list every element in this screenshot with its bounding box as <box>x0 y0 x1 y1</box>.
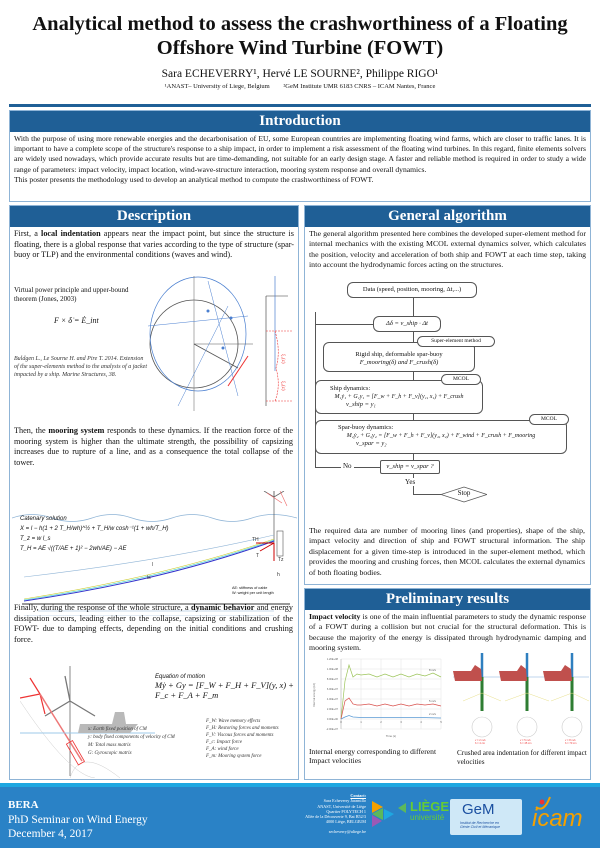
introduction-text: With the purpose of using more renewable energies and the decarbonisation of EU, some European countries are implementing floating wind farms, which are closer to traffic lanes. It is important to have a complete scope of the structure's response to a ship impact, in order to implement a risk assessment of the floating wind turbines. In this regard, finite elements solvers are widely used nowadays, which provide accurate results but are time-demanding, not suitable for an early design stage. A faster and reliable method is required in order to study a wide range of parameters: impact velocity, impact location, wind-wave-structure interaction, mooring system response and overall dynamics. This poster presents the methodology used to develop an analytical method to compute the crashworthiness of FOWT. <box>14 134 586 184</box>
footer <box>0 783 600 848</box>
svg-text:5 m/s: 5 m/s <box>429 699 436 703</box>
liege-university-logo: LIÈGE université <box>372 801 449 827</box>
description-paragraph-2: Then, the mooring system responds to these dynamics. If the reaction force of the mooring system is higher than the ultimate strength, the possibility of capsizing increases due to rupture of a line, and as a consequence the total collapse of the tower. <box>14 426 294 467</box>
description-paragraph-1: First, a local indentation appears near the impact point, but since the structure is floating, there is a global response that varies according to the type of structure (spar-buoy or TLP) and the environmental conditions (waves and wind). <box>14 229 294 260</box>
svg-text:8.00E+07: 8.00E+07 <box>326 678 338 681</box>
mcol-tag-spar: MCOL <box>529 414 569 425</box>
description-heading: Description <box>10 206 298 227</box>
results-heading: Preliminary results <box>305 589 590 610</box>
super-element-tag: Super-element method <box>417 336 495 347</box>
flow-data-box: Data (speed, position, mooring, Δt,...) <box>347 282 477 298</box>
description-panel <box>9 205 299 780</box>
svg-text:ls: ls <box>147 575 151 581</box>
algorithm-intro: The general algorithm presented here combines the developed super-element method for internal mechanics with the existing MCOL external dynamics solver, which calculates the position, velocity and acceleration of both ship and FOWT at each time step, taking into account the hydrodynamic forces acting on the structures. <box>309 229 586 270</box>
authors: Sara ECHEVERRY¹, Hervé LE SOURNE², Philippe RIGO¹ <box>161 68 439 80</box>
crush-caption: Crushed area indentation for different impact velocities <box>457 749 587 767</box>
flow-no-label: No <box>343 462 352 470</box>
svg-text:Internal energy (kJ): Internal energy (kJ) <box>312 682 316 708</box>
svg-text:T: T <box>256 553 260 559</box>
svg-text:1: 1 <box>360 720 362 724</box>
svg-text:Tz: Tz <box>278 557 284 563</box>
internal-energy-chart <box>309 653 447 741</box>
description-paragraph-3: Finally, during the response of the whole structure, a dynamic behavior and energy dissipation occurs, leading either to the collapse, capsizing or stabilization of the FOWT- due to damping effects, depending on the initial conditions and crushing force. <box>14 603 293 644</box>
svg-text:ξ₂(z): ξ₂(z) <box>280 381 285 391</box>
reference-citation: Buldgen L., Le Sourne H. and Pire T. 2014. Extension of the super-elements method to the analysis of a jacket impacted by a ship. Marine Structures, 38. <box>14 356 148 378</box>
vpp-equation: F × δ̇ = Ė_int <box>54 316 99 325</box>
eom-variables: x: Earth fixed position of CM y: body fixed components of velocity of CM M: Total mass matrix G: Gyroscopic matrix <box>88 727 175 756</box>
svg-text:h: h <box>277 572 280 578</box>
flow-ship-dynamics-box: Ship dynamics: M₁ẏ₁ + G₁y₁ = [F_w + F_h + F_v](y₁, x₁) + F_crush v_ship = y₁ <box>315 380 483 414</box>
svg-text:l: l <box>152 562 154 568</box>
flow-yes-label: Yes <box>405 478 416 486</box>
contact-block: Contact: Sara Echeverry Jaramillo ANAST, Université de Liège Quartier POLYTECH 1 Allée de la Découverte 9, Bat B52/3 4000 Liège, BELGIUM secheverry@uliege.be <box>240 793 366 834</box>
flow-decision-box: v_ship = v_spar ? <box>380 460 440 474</box>
eom-forces: F_W: Wave memory effects F_H: Restoring forces and moments F_V: Viscous forces and moments F_c: Impact force F_A: wind force F_m: Mooring system force <box>206 719 279 759</box>
svg-text:2: 2 <box>380 720 382 724</box>
contact-email[interactable]: secheverry@uliege.be <box>328 828 366 834</box>
flow-delta-box: Δδ = v_ship · Δt <box>373 316 441 332</box>
poster-title: Analytical method to assess the crashworthiness of a Floating Offshore Wind Turbine (FOWT) <box>32 13 568 59</box>
svg-text:3: 3 <box>400 720 402 724</box>
algorithm-outro: The required data are number of mooring lines (and properties), shape of the ship, impact velocity and direction of ship and FOWT structural information. The ship displacement for a given time-step is introduced in the super-element method, which provides the mooring and crushing forces, then MCOL calculates the external dynamics of both floating bodies. <box>309 526 585 577</box>
svg-text:ξ₁(z): ξ₁(z) <box>280 354 285 364</box>
gem-logo: GeM Institut de Recherche en Génie Civil et Mécanique <box>450 799 522 835</box>
footer-event: PhD Seminar on Wind Energy December 4, 2017 <box>8 814 148 840</box>
chart-caption: Internal energy corresponding to different Impact velocities <box>309 747 437 766</box>
flow-super-element-box: Rigid ship, deformable spar-buoy F_mooring(δ) and F_crush(δ) <box>323 342 475 372</box>
svg-text:TH: TH <box>252 537 259 543</box>
mcol-tag-ship: MCOL <box>441 374 481 385</box>
svg-text:5: 5 <box>440 720 442 724</box>
liege-logo-mark-icon <box>372 801 394 827</box>
indentation-diagram <box>148 276 298 411</box>
affiliations: ¹ANAST– University of Liege, Belgium ²GeM Institute UMR 6183 CNRS – ICAM Nantes, France <box>164 83 436 90</box>
svg-text:0.00E+00: 0.00E+00 <box>326 718 338 721</box>
introduction-heading: Introduction <box>10 111 590 132</box>
svg-text:6.00E+07: 6.00E+07 <box>326 688 338 691</box>
icam-logo: icam <box>532 795 583 833</box>
footer-org: BERA <box>8 799 39 811</box>
svg-text:Time (s): Time (s) <box>385 734 397 738</box>
svg-text:2 m/s: 2 m/s <box>429 712 436 716</box>
introduction-panel <box>9 110 591 202</box>
catenary-equations: Catenary solution X = l − h(1 + 2 T_H/wh)^½ + T_H/w cosh⁻¹(1 + wh/T_H) T_z = w l_s T_H = AE √((T/AE + 1)² − 2wh/AE) − AE <box>20 516 169 552</box>
results-panel: Preliminary results Impact velocity is one of the main influential parameters to study the dynamic response of a FOWT during a collision but not crucial for the structural deformation. This is because the majority of the energy is dissipated through hydrodynamic damping and mooring system. 1.20E+08 1.00E+08 8.00E+07 6.00E+07 4.00E+07 2.00E+07 0.00E+00 -2.00E+07 0 1 2 3 4 5 Time (s) Internal energy (kJ) 8 m/s 5 m/s 2 m/s v = 2 m/s δ = 4 cm v = 5 m/s δ = 45 cm v = 8 m/s δ = 70 cm Internal energy corresponding to different Impact velocities Crushed area indentation for different impact velocities <box>304 588 591 780</box>
liege-logo-arrow-icon <box>398 803 406 813</box>
svg-text:8 m/s: 8 m/s <box>429 668 436 672</box>
header-divider <box>9 104 591 107</box>
svg-text:0: 0 <box>340 720 342 724</box>
svg-text:1.00E+08: 1.00E+08 <box>326 668 338 671</box>
crushed-area-illustration <box>453 653 589 741</box>
vpp-block: Virtual power principle and upper-bound theorem (Jones, 2003) F × δ̇ = Ė_int Buldgen L., Le Sourne H. and Pire T. 2014. Extension of the super-elements method to the analysis of a jacket impacted by a ship. Marine Structures, 38. <box>14 286 148 378</box>
svg-text:-2.00E+07: -2.00E+07 <box>325 728 338 731</box>
flow-spar-dynamics-box: Spar-buoy dynamics: M₂ẏ₂ + G₂y₂ = [F_w + F_h + F_v](y₂, x₂) + F_wind + F_crush + F_mooring v_spar = y₂ <box>315 420 567 454</box>
icam-swoosh-icon <box>534 795 554 811</box>
catenary-legend: AE: stiffness of cable W: weight per unit length <box>232 586 274 595</box>
svg-text:1.20E+08: 1.20E+08 <box>326 658 338 661</box>
svg-text:2.00E+07: 2.00E+07 <box>326 708 338 711</box>
algorithm-panel: General algorithm The general algorithm presented here combines the developed super-element method for internal mechanics with the existing MCOL external dynamics solver, which calculates the position, velocity and acceleration of both ship and FOWT at each time step, taking into account the hydrodynamic forces acting on the structures. Data (speed, position, mooring, Δt,...) Δδ = v_ship · Δt Rigid ship, deformable spar-buoy F_mooring(δ) and F_crush(δ) Super-element method Ship dynamics: M₁ẏ₁ + G₁y₁ = [F_w + F_h + F_v](y₁, x₁) + F_crush v_ship = y₁ MCOL Spar-buoy dynamics: M₂ẏ₂ + G₂y₂ = [F_w + F_h + F_v](y₂, x₂) + F_wind + F_crush + F_mooring v_spar = y₂ MCOL v_ship = v_spar ? No Yes Stop The required data are number of mooring lines (and properties), shape of the ship, impact velocity and direction of ship and FOWT structural information. The ship displacement for a given time-step is introduced in the super-element method, which provides the mooring and crushing forces, then MCOL calculates the external dynamics of both floating bodies. <box>304 205 591 585</box>
svg-text:4: 4 <box>420 720 422 724</box>
equation-of-motion: Equation of motion Mẏ + Gy = [F_W + F_H + F_V](y, x) + F_c + F_A + F_m <box>155 674 294 700</box>
algorithm-heading: General algorithm <box>305 206 590 227</box>
results-text: Impact velocity is one of the main influential parameters to study the dynamic response of a FOWT during a collision but not crucial for the structural deformation. This is because the majority of the energy is dissipated through hydrodynamic damping and mooring system. <box>309 612 586 653</box>
wind-turbine-ship-illustration <box>20 666 155 778</box>
svg-text:4.00E+07: 4.00E+07 <box>326 698 338 701</box>
